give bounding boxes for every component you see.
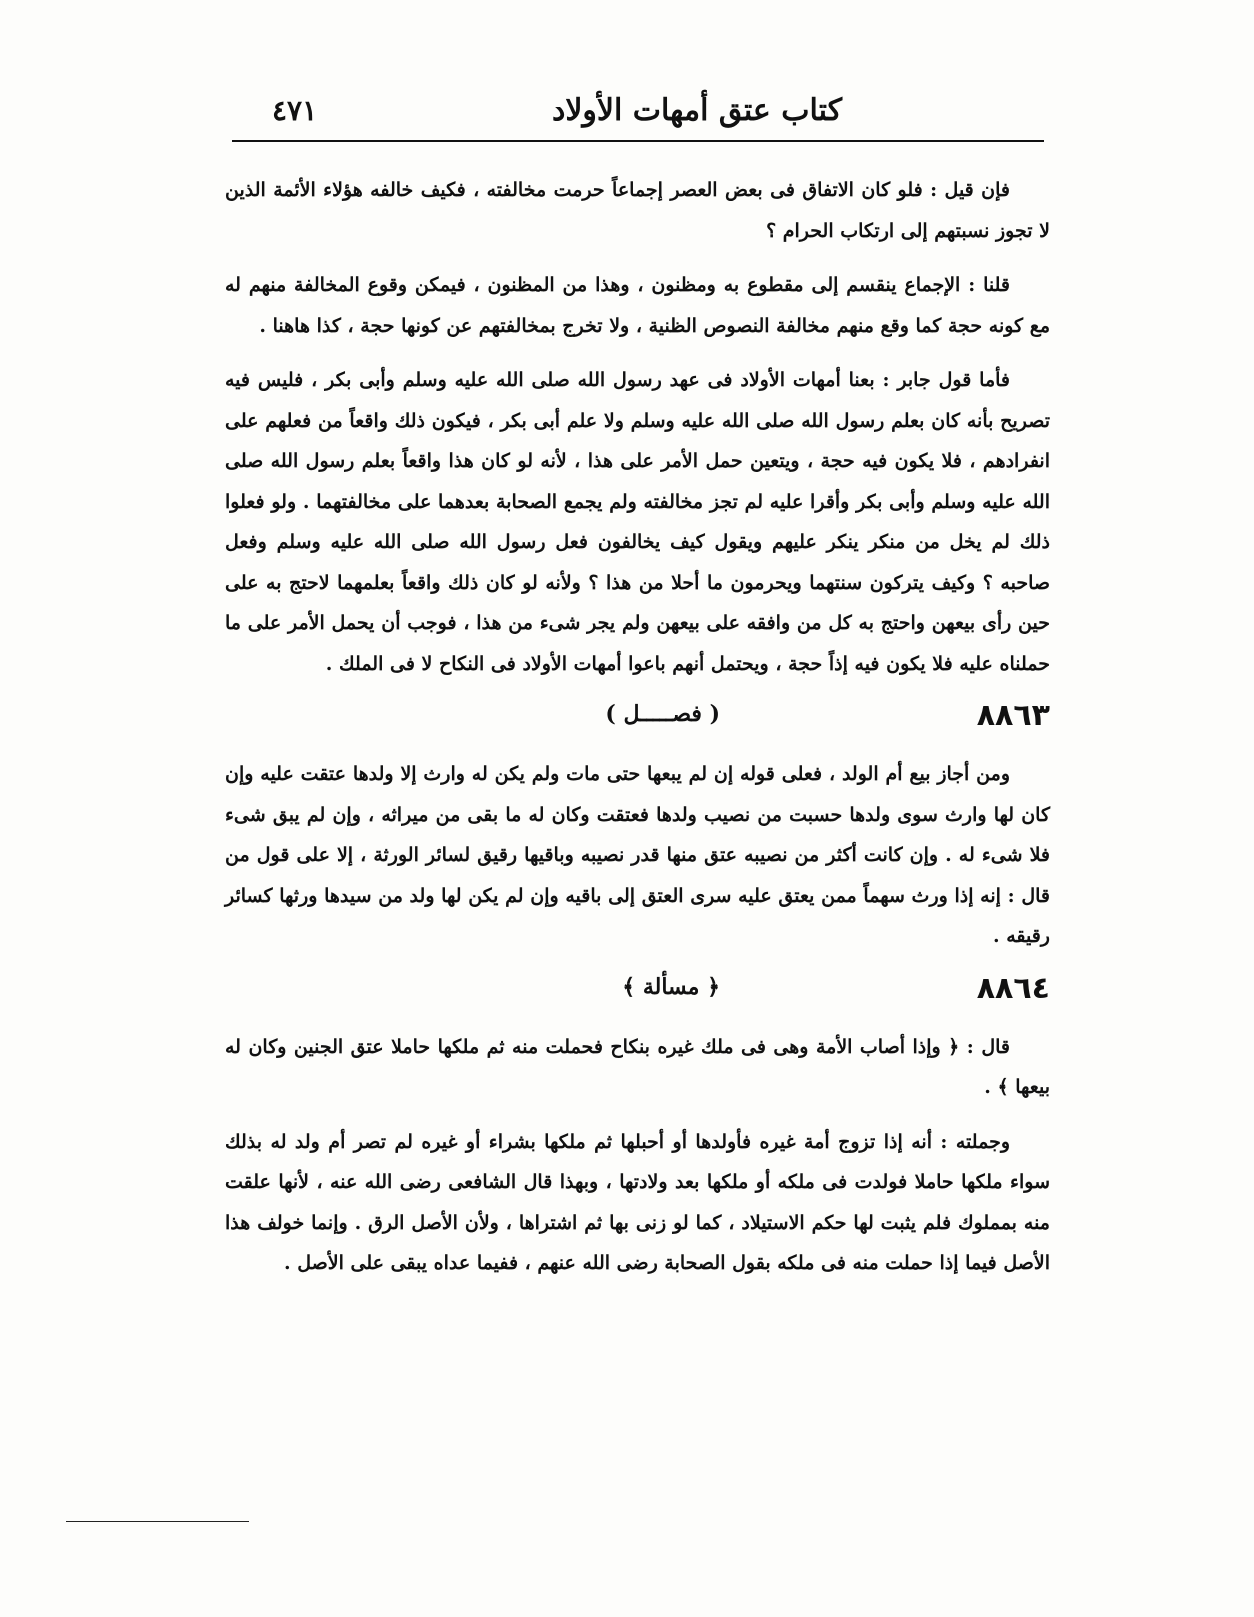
section-number: ٨٨٦٤	[976, 970, 1050, 1006]
section-number: ٨٨٦٣	[976, 698, 1050, 733]
section-label: ﴿ مسألة ﴾	[622, 973, 720, 1000]
paragraph-fasl: ومن أجاز بيع أم الولد ، فعلى قوله إن لم يبعها حتى مات ولم يكن له وارث إلا ولدها عتقت عليه وإن كان لها وارث سوى ولدها حسبت من نصيب ولدها فعتقت وكان له ما بقى من ميراثه ، وإن لم يبق شىء فلا شىء له . وإن كانت أكثر من نصيبه عتق منها قدر نصيبه وباقيها رقيق لسائر الورثة ، إلا على قول من قال : إنه إذا ورث سهماً ممن يعتق عليه سرى العتق إلى باقيه وإن لم يكن لها ولد من سيدها ورثها كسائر رقيقه .	[225, 763, 1050, 947]
paragraph-jumlatuhu: وجملته : أنه إذا تزوج أمة غيره فأولدها أو أحبلها ثم ملكها بشراء أو غيره لم تصر أم ولد له بذلك سواء ملكها حاملا فولدت فى ملكه أو ملكها بعد ولادتها ، وبهذا قال الشافعى رضى الله عنه ، لأنها علقت منه بمملوك فلم يثبت لها حكم الاستيلاد ، كما لو زنى بها ثم اشتراها ، ولأن الأصل الرق . وإنما خولف هذا الأصل فيما إذا حملت منه فى ملكه بقول الصحابة رضى الله عنهم ، ففيما عداه يبقى على الأصل .	[225, 1130, 1050, 1274]
paragraph-reply: قلنا : الإجماع ينقسم إلى مقطوع به ومظنون ، وهذا من المظنون ، فيمكن وقوع المخالفة منهم له مع كونه حجة كما وقع منهم مخالفة النصوص الظنية ، ولا تخرج بمخالفتهم عن كونها حجة ، كذا هاهنا .	[225, 274, 1050, 337]
paragraph-objection: فإن قيل : فلو كان الاتفاق فى بعض العصر إجماعاً حرمت مخالفته ، فكيف خالفه هؤلاء الأئمة الذين لا تجوز نسبتهم إلى ارتكاب الحرام ؟	[225, 179, 1050, 242]
section-label: ( فصـــــل )	[605, 701, 720, 727]
page-body	[225, 170, 1050, 1298]
paragraph-jabir: فأما قول جابر : بعنا أمهات الأولاد فى عهد رسول الله صلى الله عليه وسلم وأبى بكر ، فليس فيه تصريح بأنه كان بعلم رسول الله صلى الله عليه وسلم ولا علم أبى بكر ، فيكون ذلك واقعاً من فعلهم على انفرادهم ، فلا يكون فيه حجة ، ويتعين حمل الأمر على هذا ، لأنه لو كان هذا واقعاً بعلم رسول الله صلى الله عليه وسلم وأبى بكر وأقرا عليه لم تجز مخالفته ولم يجمع الصحابة بعدهما على مخالفتهما . ولو فعلوا ذلك لم يخل من منكر ينكر عليهم ويقول كيف يخالفون فعل رسول الله صلى الله عليه وسلم وفعل صاحبه ؟ وكيف يتركون سنتهما ويحرمون ما أحلا من هذا ؟ ولأنه لو كان ذلك واقعاً بعلمهما لاحتج به على حين رأى بيعهن واحتج به كل من وافقه على بيعهن ولم يجر شىء من هذا ، فوجب أن يحمل الأمر على ما حملناه عليه فلا يكون فيه إذاً حجة ، ويحتمل أنهم باعوا أمهات الأولاد فى النكاح لا فى الملك .	[225, 369, 1050, 675]
page-number: ٤٧١	[272, 94, 318, 127]
footnote-rule	[66, 1521, 249, 1522]
section-heading-8863	[225, 694, 1050, 744]
header-rule	[232, 140, 1044, 142]
section-heading-8864	[225, 967, 1050, 1017]
paragraph-masala: قال : ﴿ وإذا أصاب الأمة وهى فى ملك غيره بنكاح فحملت منه ثم ملكها حاملا عتق الجنين وكان له بيعها ﴾ .	[225, 1035, 1050, 1098]
running-header	[232, 90, 1042, 132]
running-title: كتاب عتق أمهات الأولاد	[551, 93, 842, 128]
